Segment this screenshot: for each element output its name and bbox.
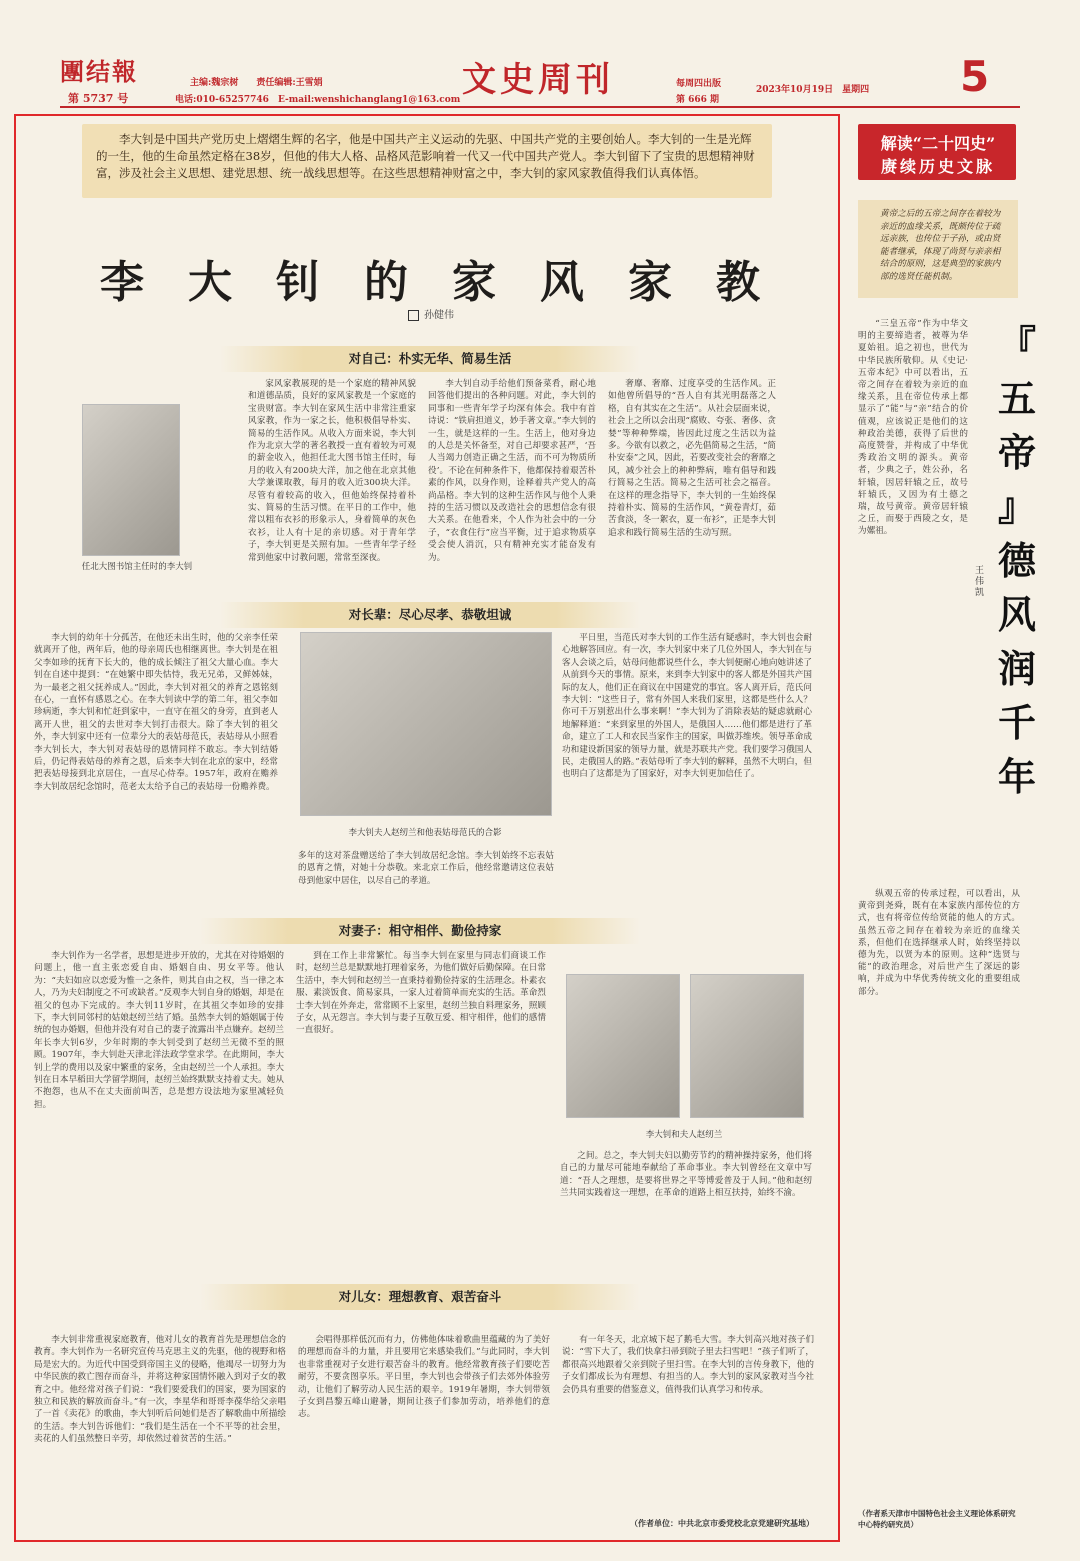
- sidebar-author-note: （作者系天津市中国特色社会主义理论体系研究中心特约研究员）: [858, 1509, 1016, 1529]
- article-column: 李大钊作为一名学者，思想是进步开放的，尤其在对待婚姻的问题上，他一直主张恋爱自由、婚姻自由、男女平等。他认为：“夫妇如应以恋爱为惟一之条件，则其自由之权，当一律之本人，乃为夫妇制度之不可或缺者。”反观李大钊自身的婚姻，却是在祖父的包办下完成的。李大钊11岁时，在其祖父李如珍的安排下，李大钊同邻村的姑娘赵纫兰结了婚。虽然李大钊的婚姻属于传统的包办婚姻，但他并没有对自己的妻子流露出半点嫌弃。赵纫兰年长李大钊6岁，少年时期的李大钊受到了赵纫兰无微不至的照顾。1907年，李大钊赴天津北洋法政学堂求学。在此期间，李大钊上学的费用以及家中繁重的家务，全由赵纫兰一个人承担。李大钊在日本早稻田大学留学期间，赵纫兰始终默默支持着丈夫。她从不抱怨，也从不在丈夫面前叫苦，总是想方设法地为家里减轻负担。: [34, 951, 284, 1110]
- vertical-title-char: 千: [997, 700, 1036, 745]
- sidebar-column: “三皇五帝”作为中华文明的主要缔造者，被尊为华夏始祖。追之初也，世代为中华民族所敬仰。从《史记·五帝本纪》中可以看出，五帝之间存在着较为亲近的血缘关系，且在帝位传承上都显示了“能”与“亲”结合的价值观，应该说正是他们的这种政治美德，获得了后世的高度赞誉，并构成了中华优秀政治文明的源头。黄帝者，少典之子，姓公孙，名轩辕，因居轩辕之丘，故号轩辕氏，又因为有土德之瑞，故号黄帝。黄帝居轩辕之丘，而娶于西陵之女，是为嫘祖。: [858, 319, 968, 537]
- article-column: 李大钊自动手给他们预备菜肴，耐心地回答他们提出的各种问题。对此，李大钊的同事和一些青年学子均深有体会。我中有首诗说：“铁肩担道义，妙手著文章。”李大钊的一生，就是这样的一生。生活上，他对身边的人总是关怀备至，对自己却要求甚严，‘吾人当竭力创造正确之生活，而不可为物质所役’。不论在何种条件下，他都保持着艰苦朴素的作风，以身作则，诠释着共产党人的高尚品格。李大钊的这种生活作风与他个人秉持的生活习惯以及改造社会的思想信念有很大关系。在他看来，个人作为社会中的一分子，“衣食住行”应当平衡，过于追求物质享受会使人消沉，只有精神充实才能奋发有为。: [428, 379, 596, 563]
- byline-author: 孙健伟: [424, 310, 454, 321]
- article-column: 李大钊非常重视家庭教育，他对儿女的教育首先是理想信念的教育。李大钊作为一名研究宣传马克思主义的先驱，他的视野和格局是宏大的。为近代中国受到帝国主义的侵略，他竭尽一切努力为中华民族的救亡图存而奋斗，并将这种家国情怀融入到对子女的教育之中。他经常对孩子们说：“我们要爱我们的国家，要为国家的独立和民族的解放而奋斗。”有一次，李星华和哥哥李葆华给父亲唱了一首《卖花》的歌曲，李大钊听后问她们是否了解歌曲中所描绘的生活。李大钊告诉他们：“我们是生活在一个不平等的社会里，卖花的人们虽然整日辛劳，却依然过着贫苦的生活。”: [34, 1335, 286, 1445]
- article-column: 有一年冬天，北京城下起了鹅毛大雪。李大钊高兴地对孩子们说：“雪下大了，我们快拿扫帚到院子里去扫雪吧！”孩子们听了，都很高兴地跟着父亲到院子里扫雪。在李大钊的言传身教下，他的子女们都成长为有理想、有担当的人。李大钊的家风家教对当今社会仍具有重要的借鉴意义，值得我们认真学习和传承。: [562, 1335, 814, 1395]
- group-photo: [300, 632, 552, 816]
- article-title: [100, 246, 760, 310]
- weekly-number: 第 666 期: [676, 95, 720, 105]
- weekly-line: 每周四出版: [676, 79, 722, 89]
- title-char: 家: [452, 257, 496, 308]
- photo-caption: 任北大图书馆主任时的李大钊: [81, 562, 193, 572]
- author-note: （作者单位：中共北京市委党校北京党建研究基地）: [630, 1518, 814, 1528]
- title-char: 风: [540, 257, 584, 308]
- sidebar-header-line2: 赓续历史文脉: [880, 157, 995, 176]
- article-column: 会唱得那样低沉而有力，仿佛他体味着歌曲里蕴藏的为了美好的理想而奋斗的力量，并且要用它来感染我们。”与此同时，李大钊也非常重视对子女进行艰苦奋斗的教育。他经常教育孩子们要吃苦耐劳，不要贪图享乐。平日里，李大钊也会带孩子们去郊外体验劳动，让他们了解劳动人民生活的艰辛。1919年暑期，李大钊带领子女到昌黎五峰山避暑，期间让孩子们参加劳动，培养他们的意志。: [298, 1335, 550, 1420]
- lead-paragraph: 李大钊是中国共产党历史上熠熠生辉的名字，他是中国共产主义运动的先驱、中国共产党的主要创始人。李大钊的一生是光辉的一生，他的生命虽然定格在38岁，但他的伟大人格、品格风范影响着一代又一代中国共产党人。李大钊留下了宝贵的思想精神财富，涉及社会主义思想、建党思想、统一战线思想等。在这些思想精神财富之中，李大钊的家风家教值得我们认真体悟。: [96, 132, 755, 180]
- page-number: 5: [960, 52, 990, 101]
- vertical-title-char: 风: [997, 592, 1036, 637]
- vertical-title-char: 『: [997, 322, 1036, 367]
- section-heading-text: 对儿女：理想教育、艰苦奋斗: [338, 1289, 502, 1304]
- photo-caption: 李大钊夫人赵纫兰和他表姑母范氏的合影: [348, 828, 502, 838]
- section-heading-wife: [200, 918, 640, 944]
- paper-logo: 團结報: [60, 57, 138, 86]
- editor-line: 主编:魏宗树 责任编辑:王雪娟: [190, 78, 323, 88]
- vertical-title-char: 帝: [997, 430, 1036, 475]
- portrait-photo: [82, 404, 180, 556]
- section-title: 文史周刊: [462, 60, 614, 100]
- section-heading-self: [220, 346, 640, 372]
- section-heading-text: 对自己：朴实无华、简易生活: [348, 351, 512, 366]
- section-heading-children: [200, 1284, 640, 1310]
- byline-square-icon: [408, 310, 419, 321]
- article-column: 家风家教展现的是一个家庭的精神风貌和道德品质，良好的家风家教是一个家庭的宝贵财富。李大钊在家风生活中非常注重家风家教，作为一家之长，他积极倡导朴实、简易的生活作风。从收入方面来说，李大钊作为北京大学的著名教授一直有着较为可观的薪金收入，他担任北大图书馆主任时，每月的收入有200块大洋，加之他在北京其他大学兼课取教，每月的收入近300块大洋。尽管有着较高的收入，但他始终保持着朴实、简易的生活习惯。在平日的工作中，他常以粗布衣衫的形象示人，身着简单的灰色衣衫，让人有十足的亲切感。对于青年学子，李大钊更是关照有加。一些青年学子经常到他家中讨教问题，常常至深夜。: [248, 379, 416, 563]
- article-column: 李大钊的幼年十分孤苦，在他还未出生时，他的父亲李任荣就离开了他，两年后，他的母亲周氏也相继离世。李大钊是在祖父李如珍的抚育下长大的，他的成长倾注了祖父大量心血。李大钊在自述中提到：“在她繁中即失怙恃，我无兄弟，又鲜姊妹，为一最老之祖父抚养成人。”因此，李大钊对祖父的养育之恩铭刻在心，一直怀有感恩之心。在李大钊读中学的第二年，祖父李如珍病逝，李大钊和忙赶到家中，一直守在祖父的身旁，直到老人离开人世，祖父的去世对李大钊打击很大。除了李大钊的祖父外，李大钊家中还有一位辈分大的表姑母范氏，表姑母从小照看李大钊长大，李大钊对表姑母的恩情同样不敢忘。李大钊结婚后，仍记得表姑母的养育之恩，后来李大钊在北京的家中，经常把表姑母接到北京居住，一直尽心侍奉。1957年，政府在赡养李大钊故居纪念馆时，范老太太给予自己的表姑母一份赡养费。: [34, 633, 278, 792]
- sidebar-header-line1: 解读“二十四史”: [880, 134, 996, 153]
- article-column: 奢靡、奢靡、过度享受的生活作风。正如他曾所倡导的“吾人自有其光明磊落之人格，自有其实在之生活”。从社会层面来说，社会上之所以会出现“腐败、夸张、奢侈、贪婪”等种种弊端，皆因此过度之生活以为益多。今欲有以救之，必先倡简易之生活，“简朴安泰”之风，因此，若要改变社会的奢靡之风，减少社会上的种种弊病，唯有倡导和践行简易之生活。简易之生活可社会之福音。在这样的理念指导下，李大钊的一生始终保持着朴实、简易的生活作风，“黄卷青灯，茹苦食淡，冬一絮衣，夏一布衫”，正是李大钊追求和践行简易生活的生动写照。: [608, 379, 776, 538]
- section-heading-text: 对长辈：尽心尽孝、恭敬坦诚: [348, 607, 512, 622]
- title-char: 大: [188, 257, 232, 308]
- photo-caption: 李大钊和夫人赵纫兰: [645, 1130, 723, 1140]
- vertical-title-char: 润: [997, 646, 1036, 691]
- title-char: 家: [628, 257, 672, 308]
- sidebar-lead: 黄帝之后的五帝之间存在着较为亲近的血缘关系，既颇传位于疏远亲族，也传位于子孙，或由贤能者继承，体现了尚贤与亲亲相结合的原则，这是典型的家族内部的选贤任能机制。: [880, 209, 1001, 282]
- portrait-photo-husband: [566, 974, 680, 1118]
- vertical-title-char: 年: [997, 754, 1036, 799]
- issue-number: 第 5737 号: [68, 92, 129, 105]
- title-char: 钊: [276, 257, 320, 308]
- sidebar-column: 纵观五帝的传承过程，可以看出，从黄帝到尧舜，既有在本家族内部传位的方式，也有将帝位传给贤能的他人的方式。虽然五帝之间存在着较为亲近的血缘关系，但他们在选择继承人时，始终坚持以德为先，以贤为本的原则。这种“选贤与能”的政治理念，对后世产生了深远的影响，并成为中华优秀传统文化的重要组成部分。: [858, 889, 1020, 997]
- issue-date: 2023年10月19日 星期四: [756, 85, 870, 95]
- byline: [408, 306, 454, 321]
- section-heading-elders: [220, 602, 640, 628]
- article-column: 到在工作上非常繁忙。每当李大钊在家里与同志们商谈工作时，赵纫兰总是默默地打理着家务，为他们做好后勤保障。在日常生活中，李大钊和赵纫兰一直秉持着勤俭持家的生活理念。朴素衣服、素淡饭食、简易家具，一家人过着简单而充实的生活。革命烈士李大钊在外奔走，常常顾不上家里，赵纫兰独自料理家务，照顾子女，从无怨言。李大钊与妻子互敬互爱、相守相伴，他们的感情一直很好。: [296, 951, 546, 1036]
- title-char: 的: [364, 257, 408, 308]
- masthead-rule: [60, 106, 1020, 108]
- vertical-title-char: 五: [997, 376, 1036, 421]
- sidebar-vertical-title: [992, 318, 1042, 804]
- sidebar-byline: 王伟凯: [975, 566, 985, 598]
- title-char: 李: [100, 257, 144, 308]
- article-column: 多年的这对茶盘赠送给了李大钊故居纪念馆。李大钊始终不忘表姑的恩育之情，对她十分恭敬。来北京工作后，他经常邀请这位表姑母到他家中居住，以尽自己的孝道。: [298, 851, 554, 886]
- article-column: 平日里，当范氏对李大钊的工作生活有疑惑时，李大钊也会耐心地解答回应。有一次，李大钊家中来了几位外国人，李大钊在与客人会谈之后，姑母问他都说些什么，李大钊便耐心地向她讲述了从前到今天的事情。原来，来到李大钊家中的客人都是外国共产国际的友人，他们正在商议在中国建党的事宜。客人离开后，范氏问李大钊：“这些日子，常有外国人来我们家里，这都是些什么人？你可千万别惹出什么事来啊！”李大钊为了消除表姑的疑虑就耐心地解释道：“来到家里的外国人，是俄国人……他们都是进行了革命，建立了工人和农民当家作主的国家，叫做苏维埃。领导革命成功和建设新国家的领导力量，就是苏联共产党。我们要学习俄国人民，走俄国人的路。”表姑母听了李大钊的解释，虽然不大明白，但也明白了这都是为了国家好，对李大钊更加信任了。: [562, 633, 812, 780]
- contact-line: 电话:010-65257746 E-mail:wenshichanglang1@163.com: [175, 95, 461, 105]
- vertical-title-char: 』: [997, 484, 1036, 529]
- vertical-title-char: 德: [997, 538, 1036, 583]
- article-column: 之间。总之，李大钊夫妇以勤劳节约的精神操持家务，他们将自己的力量尽可能地奉献给了革命事业。李大钊曾经在文章中写道：“吾人之理想，是要将世界之平等博爱普及于人间。”他和赵纫兰共同实践着这一理想，在革命的道路上相互扶持，始终不渝。: [560, 1151, 812, 1199]
- section-heading-text: 对妻子：相守相伴、勤俭持家: [338, 923, 502, 938]
- portrait-photo-wife: [690, 974, 804, 1118]
- title-char: 教: [716, 257, 760, 308]
